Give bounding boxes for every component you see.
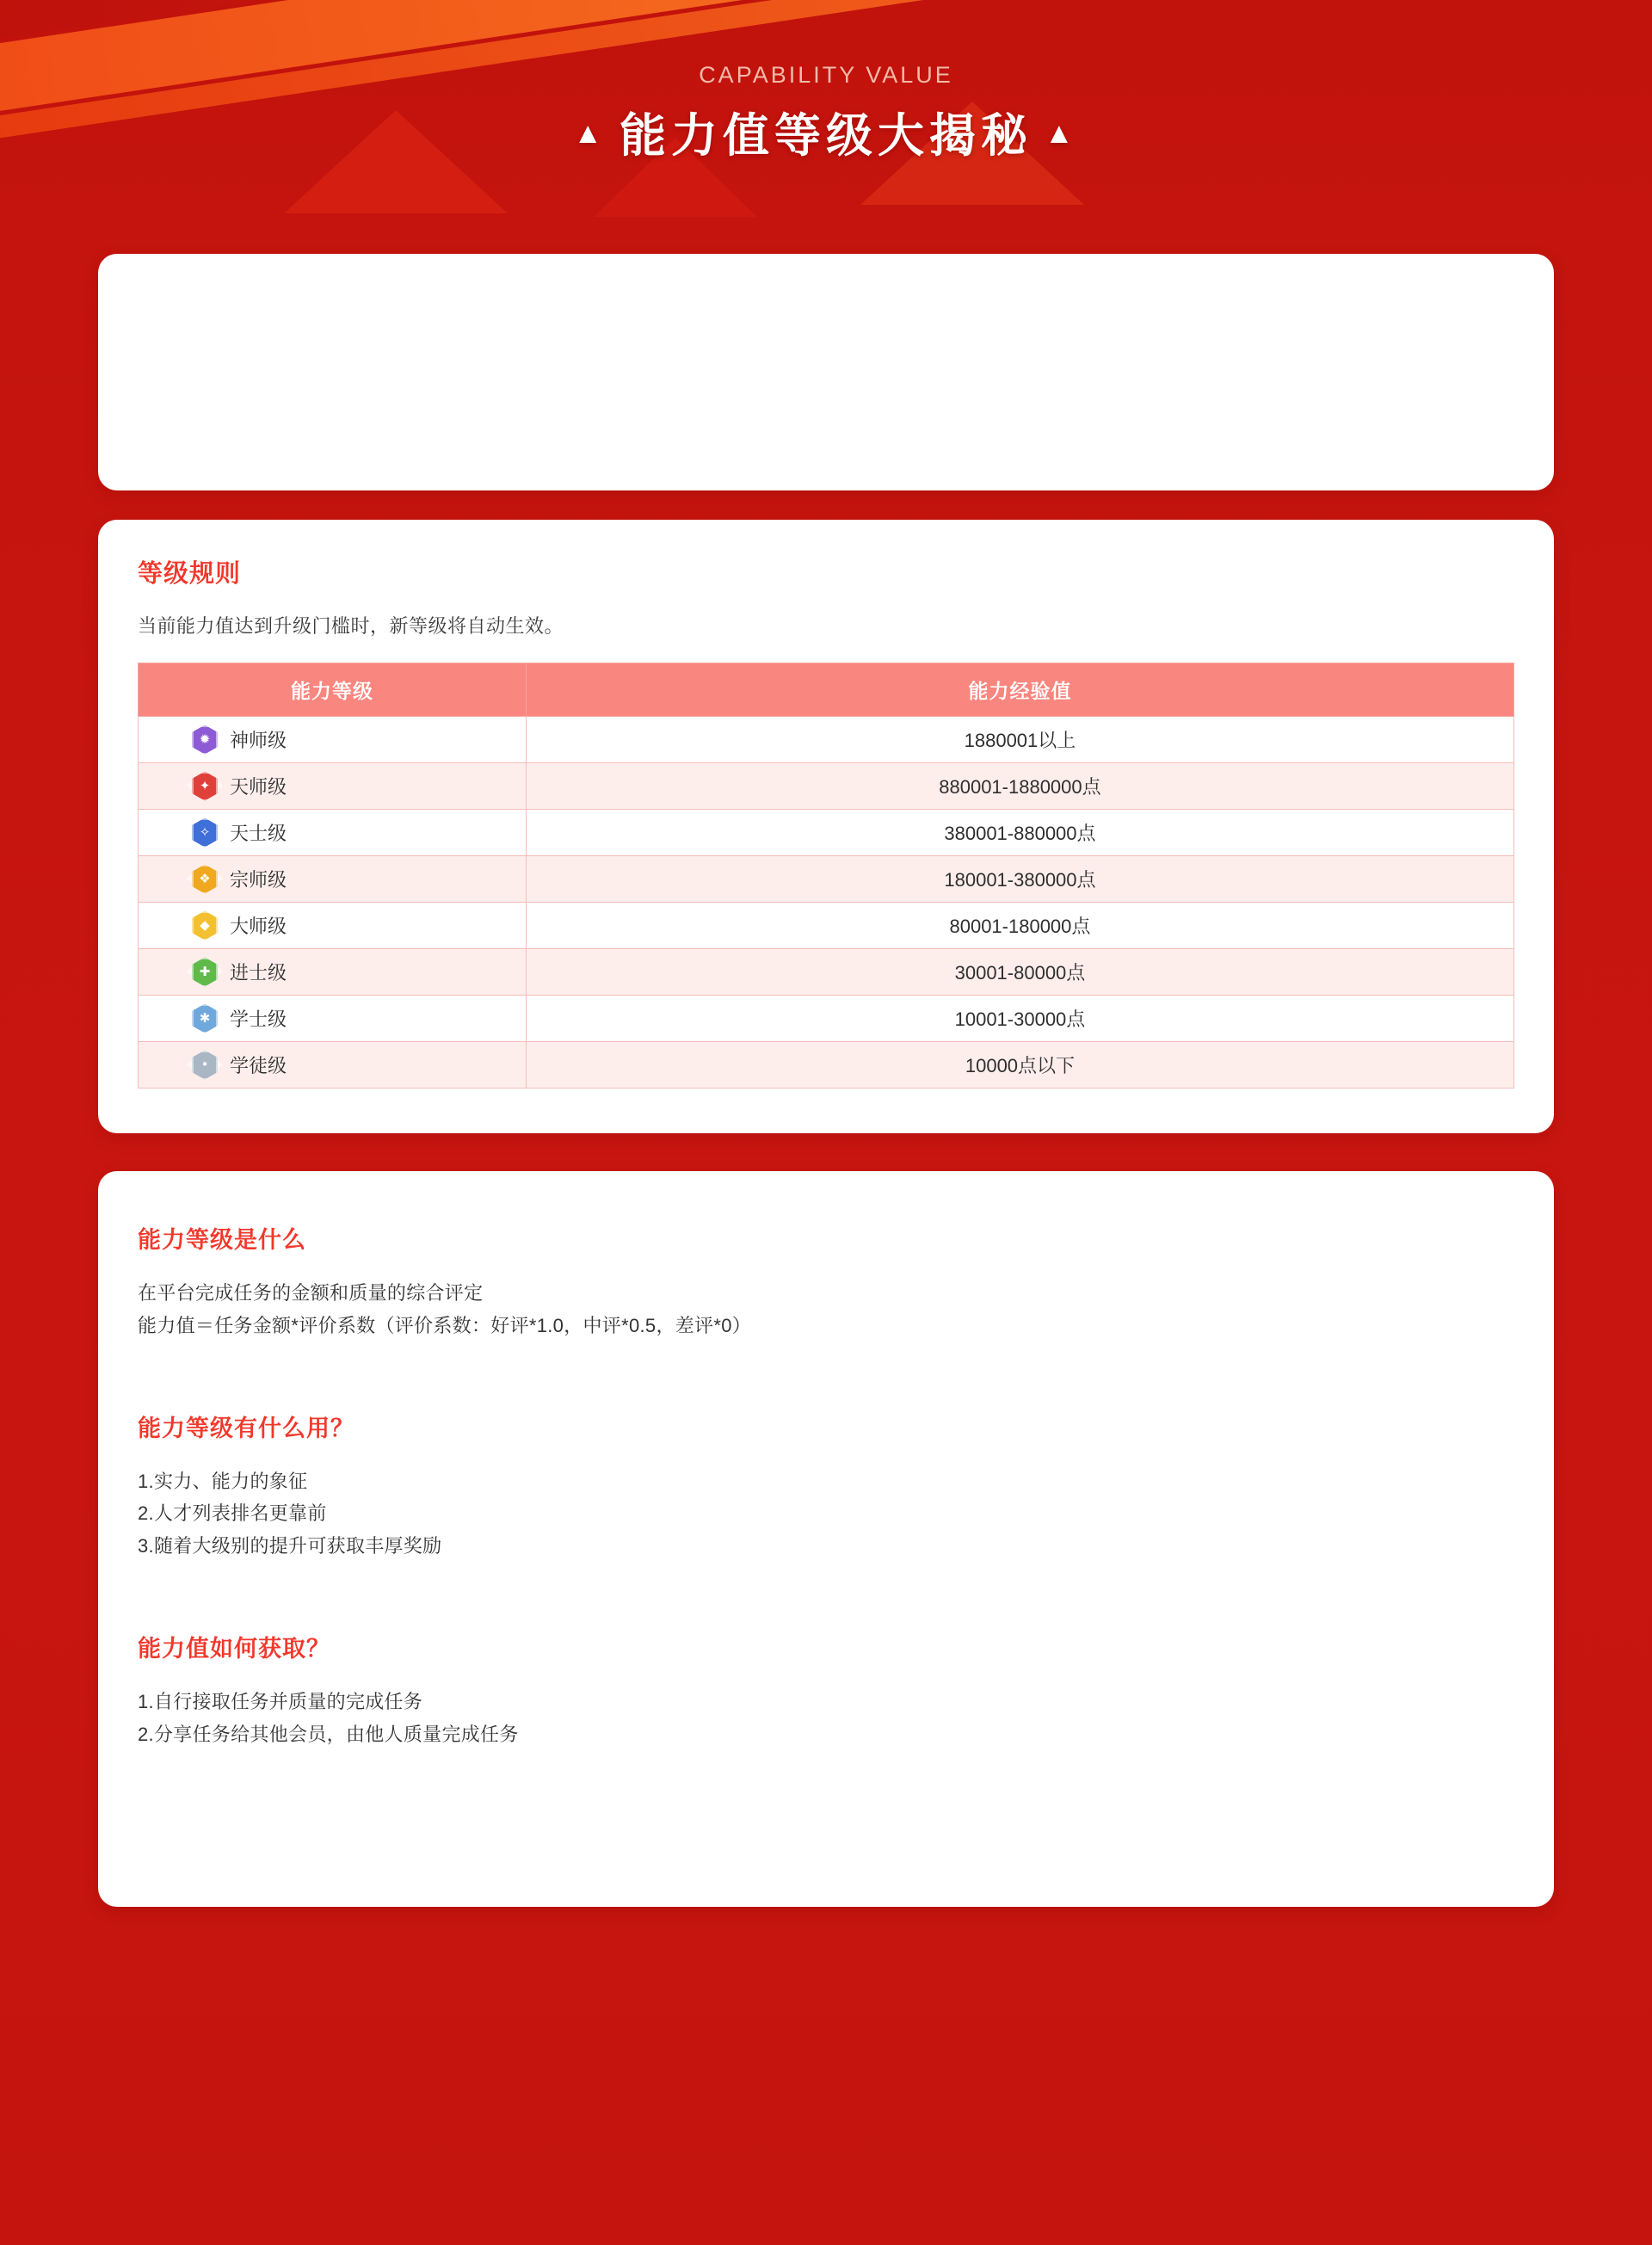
- faq-line: 1.自行接取任务并质量的完成任务: [138, 1691, 423, 1713]
- header-english-title: CAPABILITY VALUE: [699, 62, 953, 88]
- cell-exp: 10001-30000点: [526, 996, 1513, 1042]
- faq-body: [138, 1686, 1514, 1751]
- faq-spacer: [138, 1391, 1514, 1409]
- page-title-text: 能力值等级大揭秘: [620, 110, 1032, 162]
- table-row: [139, 903, 1514, 949]
- level-name: 神师级: [230, 730, 287, 751]
- cell-exp: 1880001以上: [526, 717, 1513, 763]
- faq-line: 能力值＝任务金额*评价系数（评价系数：好评*1.0，中评*0.5，差评*0）: [138, 1314, 752, 1336]
- faq-block-how-to-get: [138, 1630, 1514, 1751]
- cell-level: [139, 763, 527, 810]
- rank-badge-icon: [192, 1051, 218, 1080]
- rank-badge-glyph: ❖: [199, 871, 211, 886]
- level-name: 学徒级: [230, 1055, 287, 1076]
- triangle-up-icon-left: ▲: [573, 117, 607, 150]
- header-text-group: [0, 0, 1652, 165]
- level-name: 学士级: [230, 1008, 287, 1030]
- faq-title: 能力等级是什么: [138, 1227, 306, 1253]
- rank-badge-icon: [192, 1004, 218, 1033]
- rank-badge-icon: [192, 958, 218, 987]
- rank-badge-glyph: ✱: [199, 1010, 211, 1026]
- rank-badge-glyph: ✹: [199, 731, 211, 747]
- cell-level: [139, 996, 527, 1042]
- cell-exp: 10000点以下: [526, 1042, 1513, 1089]
- faq-line: 2.人才列表排名更靠前: [138, 1502, 327, 1525]
- rules-section-title: 等级规则: [138, 560, 242, 588]
- table-row: [139, 949, 1514, 996]
- faq-line: 3.随着大级别的提升可获取丰厚奖励: [138, 1535, 442, 1557]
- rank-badge-glyph: ✧: [199, 824, 211, 840]
- column-header-exp: 能力经验值: [526, 663, 1513, 717]
- cell-level: [139, 949, 527, 996]
- faq-line: 1.实力、能力的象征: [138, 1470, 308, 1492]
- column-header-level: 能力等级: [139, 663, 527, 717]
- rank-badge-glyph: ✦: [199, 778, 211, 793]
- table-row: [139, 1042, 1514, 1089]
- cell-exp: 180001-380000点: [526, 856, 1513, 903]
- faq-card: [98, 1171, 1554, 1907]
- level-table: [138, 663, 1514, 1089]
- faq-line: 在平台完成任务的金额和质量的综合评定: [138, 1282, 484, 1304]
- level-name: 进士级: [230, 962, 287, 984]
- faq-title: 能力值如何获取？: [138, 1636, 330, 1662]
- faq-body: [138, 1277, 1514, 1342]
- rules-subtitle: 当前能力值达到升级门槛时，新等级将自动生效。: [138, 615, 564, 637]
- faq-line: 2.分享任务给其他会员，由他人质量完成任务: [138, 1723, 519, 1745]
- table-row: [139, 717, 1514, 763]
- table-row: [139, 810, 1514, 856]
- rank-badge-glyph: ◆: [200, 917, 210, 933]
- rank-badge-icon: [192, 911, 218, 941]
- level-name: 宗师级: [230, 869, 287, 891]
- triangle-up-icon-right: ▲: [1045, 117, 1079, 150]
- table-row: [139, 996, 1514, 1042]
- rank-badge-glyph: ✚: [199, 964, 211, 979]
- cell-level: [139, 717, 527, 763]
- cell-exp: 30001-80000点: [526, 949, 1513, 996]
- page-title: [0, 99, 1652, 165]
- faq-spacer: [138, 1611, 1514, 1630]
- rank-badge-glyph: •: [200, 1057, 209, 1072]
- level-rules-card: [98, 520, 1554, 1133]
- rank-badge-icon: [192, 725, 218, 755]
- cell-exp: 880001-1880000点: [526, 763, 1513, 810]
- rank-badge-icon: [192, 865, 218, 894]
- cell-level: [139, 903, 527, 949]
- faq-block-what-for: [138, 1409, 1514, 1563]
- level-name: 大师级: [230, 916, 287, 937]
- rank-badge-icon: [192, 772, 218, 801]
- cell-exp: 80001-180000点: [526, 903, 1513, 949]
- faq-block-what-is: [138, 1221, 1514, 1342]
- cell-level: [139, 1042, 527, 1089]
- rank-badge-icon: [192, 818, 218, 848]
- table-row: [139, 856, 1514, 903]
- faq-body: [138, 1465, 1514, 1563]
- faq-title: 能力等级有什么用？: [138, 1415, 354, 1441]
- table-header-row: [139, 663, 1514, 717]
- level-name: 天士级: [230, 823, 287, 844]
- level-name: 天师级: [230, 776, 287, 798]
- banner-card: [98, 254, 1554, 490]
- cell-exp: 380001-880000点: [526, 810, 1513, 856]
- table-row: [139, 763, 1514, 810]
- cell-level: [139, 856, 527, 903]
- cell-level: [139, 810, 527, 856]
